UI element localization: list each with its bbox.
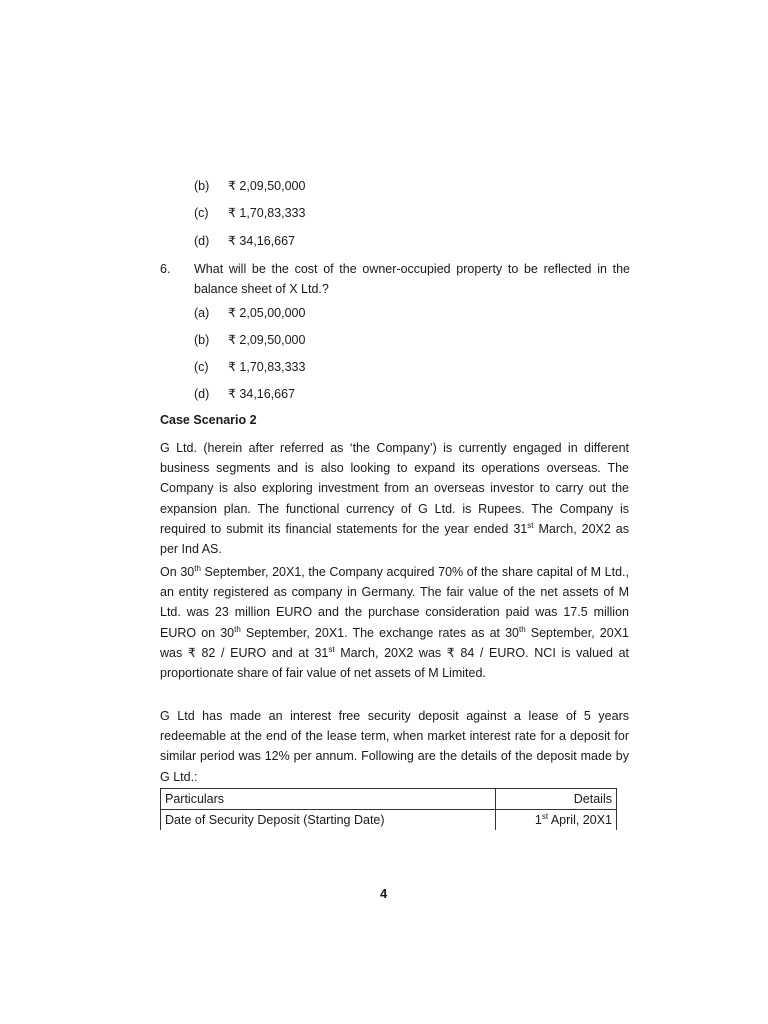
paragraph-text: September, 20X1, the Company acquired 70% of the share capital of M Ltd., an entity registered as company in Germany. The fair value of the net assets of M Ltd. was 23 million EURO and the purchase consideration paid was 17.5 million EURO on 30 — [160, 565, 629, 640]
cell-detail — [496, 810, 617, 831]
q6-question-text: What will be the cost of the owner-occupied property to be reflected in the balance sheet of X Ltd.? — [194, 262, 630, 296]
table-header-row — [161, 789, 617, 810]
case-paragraph-2 — [160, 562, 629, 683]
cell-particular: Date of Security Deposit (Starting Date) — [161, 810, 496, 831]
paragraph-text: September, 20X1. The exchange rates as at 30 — [240, 625, 519, 640]
option-label: (a) — [194, 306, 210, 320]
option-value: ₹ 1,70,83,333 — [228, 360, 306, 374]
superscript: st — [541, 811, 549, 821]
option-label: (d) — [194, 234, 210, 248]
paragraph-text: March, 20X2 as per Ind AS. — [160, 521, 630, 557]
q6-number: 6. — [160, 262, 171, 276]
page-number: 4 — [380, 886, 388, 901]
paragraph-text: September, 20X1 was ₹ 82 / EURO and at 31 — [160, 625, 629, 660]
deposit-details-table — [160, 788, 617, 830]
option-value: ₹ 34,16,667 — [228, 387, 296, 401]
column-header-details: Details — [496, 789, 617, 810]
detail-text: 1 — [534, 813, 542, 827]
option-value: ₹ 2,09,50,000 — [228, 179, 306, 193]
case-paragraph-1 — [160, 438, 629, 559]
table-row — [161, 810, 617, 831]
option-label: (b) — [194, 179, 210, 193]
superscript: th — [519, 624, 526, 634]
option-value: ₹ 2,05,00,000 — [228, 306, 306, 320]
case-paragraph-3: G Ltd has made an interest free security deposit against a lease of 5 years redeemable at the end of the lease term, when market interest rate for a deposit for similar period was 12% per annum. Following are the details of the deposit made by G Ltd.: — [160, 709, 629, 784]
superscript: th — [194, 563, 201, 573]
option-label: (c) — [194, 206, 209, 220]
option-label: (c) — [194, 360, 209, 374]
option-label: (b) — [194, 333, 210, 347]
detail-text: April, 20X1 — [548, 813, 612, 827]
paragraph-text: On 30 — [160, 565, 195, 579]
column-header-particulars: Particulars — [161, 789, 496, 810]
option-value: ₹ 1,70,83,333 — [228, 206, 306, 220]
option-value: ₹ 34,16,667 — [228, 234, 296, 248]
case-scenario-heading: Case Scenario 2 — [160, 413, 257, 427]
superscript: st — [527, 520, 534, 530]
option-label: (d) — [194, 387, 210, 401]
paragraph-text: G Ltd. (herein after referred as ‘the Company’) is currently engaged in different business segments and is also looking to expand its operations overseas. The Company is also exploring investment from an overseas investor to carry out the expansion plan. The functional currency of G Ltd. is Rupees. The Company is required to submit its financial statements for the year ended 31 — [160, 441, 629, 536]
paragraph-text: March, 20X2 was ₹ 84 / EURO. NCI is valued at proportionate share of fair value of net assets of M Limited. — [160, 645, 630, 681]
superscript: th — [234, 624, 241, 634]
option-value: ₹ 2,09,50,000 — [228, 333, 306, 347]
superscript: st — [328, 644, 335, 654]
